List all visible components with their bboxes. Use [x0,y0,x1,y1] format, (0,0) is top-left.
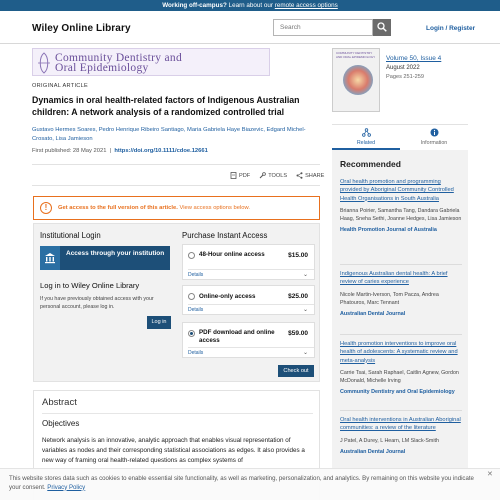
wrench-icon [259,172,266,179]
option-radio[interactable] [188,252,195,259]
recommended-item-journal[interactable]: Health Promotion Journal of Australia [340,226,437,233]
recommended-item-authors: Nicole Martin-Iverson, Tom Pacza, Andrea Phatouros, Marc Tennant [340,291,439,306]
tools-button[interactable] [259,172,287,179]
divider [32,164,320,165]
recommended-title: Recommended [340,159,401,169]
abstract-title: Abstract [42,397,77,408]
option-price: $15.00 [288,252,308,259]
purchase-option-48h[interactable] [182,244,315,280]
tab-related[interactable] [332,128,400,146]
recommended-item[interactable] [340,416,462,455]
option-radio-selected[interactable] [188,330,195,337]
network-icon [362,128,371,137]
cookie-banner [0,468,500,500]
institution-access-button[interactable] [40,246,170,270]
details-label: Details [188,350,204,356]
recommended-item-journal[interactable]: Australian Dental Journal [340,448,406,455]
wol-login-text: If you have previously obtained access with your personal account, please log in. [40,296,154,311]
option-details-toggle[interactable] [188,304,314,315]
site-header [0,11,500,44]
cover-graphic [343,65,373,95]
chevron-down-icon: ⌄ [302,350,308,356]
article-type: ORIGINAL ARTICLE [32,83,89,89]
institution-icon-box [40,246,60,270]
site-logo[interactable]: Wiley Online Library [32,23,131,34]
issue-pages: Pages 251-259 [386,74,424,80]
banner-text: Learn about our [226,2,275,9]
journal-cover[interactable] [332,48,380,112]
pdf-button[interactable] [230,172,250,179]
share-icon [296,172,303,179]
sidebar-tabs [332,124,468,148]
banner-bold: Working off-campus? [162,2,227,9]
sidebar [332,44,468,500]
alert-icon: ! [40,202,52,214]
chevron-down-icon: ⌄ [302,307,308,313]
journal-title-line1: Community Dentistry and [55,52,183,64]
institution-button-label: Access through your institution [66,250,165,257]
pdf-icon [230,172,237,179]
privacy-policy-link[interactable]: Privacy Policy [47,483,86,491]
login-register-link[interactable]: Login / Register [426,25,476,32]
cover-title: COMMUNITY DENTISTRY AND ORAL EPIDEMIOLOGY [336,51,376,59]
option-name: PDF download and online access [199,329,275,344]
option-name: Online-only access [199,293,256,300]
recommended-item[interactable] [340,270,462,317]
pdf-label: PDF [239,172,251,179]
wol-login-title: Log in to Wiley Online Library [40,281,140,290]
log-in-button[interactable]: Log in [147,316,171,329]
recommended-item-authors: Brianna Poirier, Samantha Tang, Dandara Gabriela Haag, Sneha Sethi, Joanne Hedges, Lisa Jamieson [340,207,462,222]
article-authors[interactable]: Gustavo Hermes Soares, Pedro Henrique Ribeiro Santiago, Maria Gabriela Haye Biazevic, Edgard Michel-Crosato, Lisa Jamieson [32,127,306,142]
info-icon [430,128,439,137]
cookie-message: This website stores data such as cookies to enable essential site functionality, as well as marketing, personalization, and analytics. By remaining on this website you indicate your consent. [9,475,474,491]
tab-information-label: Information [420,140,448,146]
divider [340,410,462,411]
journal-ornament-icon [35,51,53,75]
option-name: 48-Hour online access [199,251,265,258]
details-label: Details [188,307,204,313]
remote-access-link[interactable]: remote access options [274,2,338,9]
option-price: $59.00 [288,330,308,337]
recommended-item-journal[interactable]: Australian Dental Journal [340,310,406,317]
access-panel [33,223,320,382]
option-details-toggle[interactable] [188,269,314,280]
doi-link[interactable]: https://doi.org/10.1111/cdoe.12661 [114,148,208,154]
article-title: Dynamics in oral health-related factors of Indigenous Australian children: A network analysis of a randomized controlled trial [32,95,300,117]
abstract-subtitle: Objectives [42,419,80,428]
tools-label: TOOLS [268,172,288,179]
divider [42,413,313,414]
divider [340,264,462,265]
recommended-panel [332,150,468,500]
search-input[interactable]: Search [273,19,373,36]
chevron-down-icon: ⌄ [302,272,308,278]
recommended-item-title[interactable]: Indigenous Australian dental health: A brief review of caries experience [340,271,448,286]
journal-title-line2: Oral Epidemiology [55,62,149,74]
recommended-item[interactable] [340,340,462,395]
option-details-toggle[interactable] [188,347,314,358]
search-button[interactable] [373,19,391,36]
option-radio[interactable] [188,293,195,300]
search-icon [377,22,387,32]
share-button[interactable] [296,172,324,179]
issue-date: August 2022 [386,65,420,71]
checkout-button[interactable]: Check out [278,365,314,377]
divider [32,185,320,186]
recommended-item-title[interactable]: Oral health promotion and programming provided by Aboriginal Community Controlled Health Organisations in South Australia [340,179,454,202]
details-label: Details [188,272,204,278]
cookie-text [9,475,479,492]
recommended-item-title[interactable]: Oral health interventions in Australian Aboriginal communities: a review of the literature [340,417,461,432]
recommended-item-authors: Carrie Tsai, Sarah Raphael, Caitlin Agnew, Gordon McDonald, Michelle Irving [340,369,459,384]
tab-information[interactable] [400,128,468,146]
tab-related-label: Related [356,140,376,146]
published-date: First published: 28 May 2021 [32,148,107,154]
option-price: $25.00 [288,293,308,300]
institutional-login-title: Institutional Login [40,231,101,240]
access-notice [33,196,320,220]
close-icon[interactable]: ✕ [487,471,493,478]
divider [340,334,462,335]
recommended-item-title[interactable]: Health promotion interventions to improve oral health of adolescents: A systematic review and meta-analysis [340,341,458,364]
article-tools [230,172,324,179]
volume-issue-link[interactable]: Volume 50, Issue 4 [386,55,442,62]
notice-message: Get access to the full version of this article. [58,205,178,211]
purchase-option-pdf[interactable] [182,322,315,358]
purchase-option-online[interactable] [182,285,315,315]
remote-access-banner [0,0,500,11]
recommended-item[interactable] [340,178,462,233]
institution-icon [44,252,56,264]
notice-text [58,205,250,211]
abstract-text: Network analysis is an innovative, analytic approach that enables visual representation of variables as nodes and their corresponding statistical associations as edges. It also provides a new way of framing oral health-related questions as complex systems of [42,437,305,464]
view-access-options-link[interactable]: View access options below. [179,205,250,211]
publication-info: First published: 28 May 2021 | https://doi.org/10.1111/cdoe.12661 [32,148,208,154]
share-label: SHARE [305,172,325,179]
recommended-item-authors: J Patel, A Durey, L Hearn, LM Slack-Smith [340,437,439,444]
recommended-item-journal[interactable]: Community Dentistry and Oral Epidemiology [340,388,455,395]
journal-banner[interactable] [32,48,270,76]
purchase-title: Purchase Instant Access [182,231,268,240]
